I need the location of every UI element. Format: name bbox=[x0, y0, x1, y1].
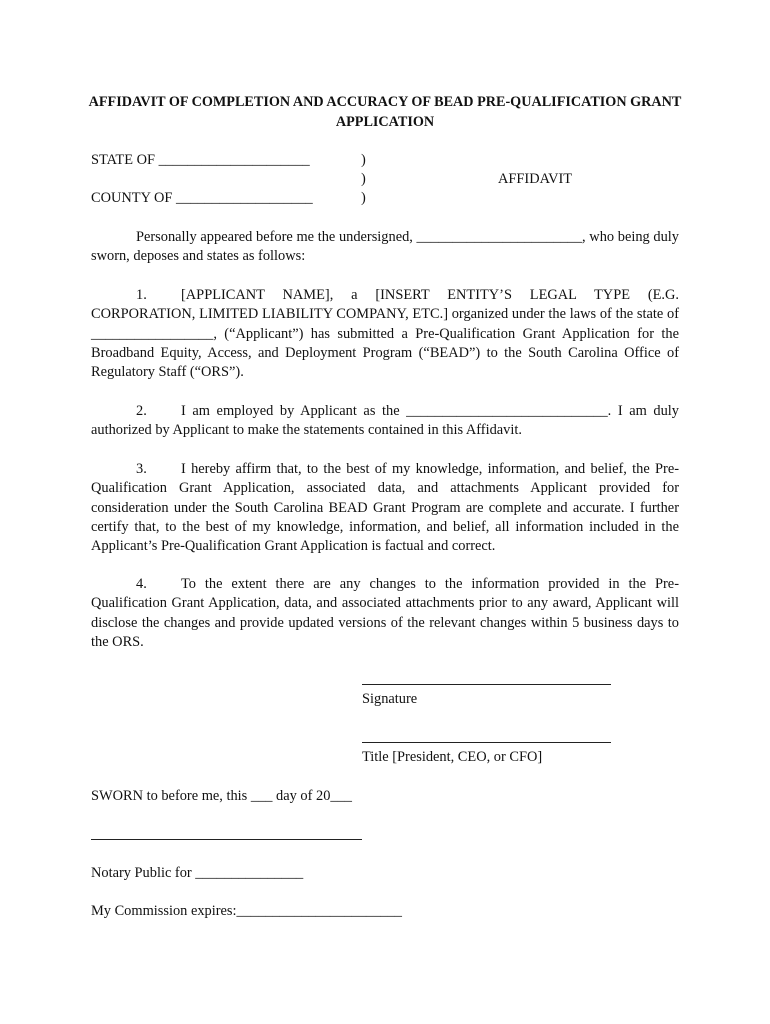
paragraph-text: I am employed by Applicant as the ____________________________. I am duly authorized by Applicant to make the statements contained in this Affidavit. bbox=[91, 403, 679, 439]
paragraph-text: [APPLICANT NAME], a [INSERT ENTITY’S LEGAL TYPE (E.G. CORPORATION, LIMITED LIABILITY COMPANY, ETC.] organized under the laws of the state of _________________, (“Applicant”) has submitted a Pre-Qualification Grant Application for the Broadband Equity, Access, and Deployment Program (“BEAD”) to the South Carolina Office of Regulatory Staff (“ORS”). bbox=[91, 287, 679, 381]
state-of-field: STATE OF _____________________ bbox=[91, 152, 310, 168]
commission-expires: My Commission expires:_______________________ bbox=[91, 903, 403, 919]
paragraph-2 bbox=[91, 402, 679, 441]
notary-public-for: Notary Public for _______________ bbox=[91, 865, 304, 881]
paragraph-number: 2. bbox=[136, 403, 147, 419]
affidavit-label: AFFIDAVIT bbox=[498, 171, 573, 187]
caption-paren-1: ) bbox=[361, 152, 366, 168]
intro-paragraph bbox=[91, 228, 679, 267]
intro-text: Personally appeared before me the undersigned, _______________________, who being duly sworn, deposes and states as follows: bbox=[91, 229, 679, 265]
paragraph-text: I hereby affirm that, to the best of my knowledge, information, and belief, the Pre-Qualification Grant Application, associated data, and attachments Applicant provided for consideration under the South Carolina BEAD Grant Program are complete and accurate. I further certify that, to the best of my knowledge, information, and belief, all information included in the Applicant’s Pre-Qualification Grant Application is factual and correct. bbox=[91, 461, 679, 555]
paragraph-number: 1. bbox=[136, 287, 147, 303]
paragraph-number: 4. bbox=[136, 576, 147, 592]
notary-signature-line bbox=[91, 839, 362, 840]
paragraph-3 bbox=[91, 460, 679, 556]
document-title: AFFIDAVIT OF COMPLETION AND ACCURACY OF BEAD PRE-QUALIFICATION GRANT APPLICATION bbox=[88, 94, 682, 130]
caption-paren-3: ) bbox=[361, 190, 366, 206]
signature-label: Signature bbox=[362, 691, 418, 707]
caption-paren-2: ) bbox=[361, 171, 366, 187]
paragraph-number: 3. bbox=[136, 461, 147, 477]
paragraph-1 bbox=[91, 286, 679, 382]
paragraph-text: To the extent there are any changes to the information provided in the Pre-Qualification Grant Application, data, and associated attachments prior to any award, Applicant will disclose the changes and provide updated versions of the relevant changes within 5 business days to the ORS. bbox=[91, 576, 679, 650]
title-label: Title [President, CEO, or CFO] bbox=[362, 749, 543, 765]
title-line bbox=[362, 742, 611, 743]
signature-line bbox=[362, 684, 611, 685]
paragraph-4 bbox=[91, 575, 679, 652]
sworn-statement: SWORN to before me, this ___ day of 20___ bbox=[91, 788, 352, 804]
county-of-field: COUNTY OF ___________________ bbox=[91, 190, 313, 206]
